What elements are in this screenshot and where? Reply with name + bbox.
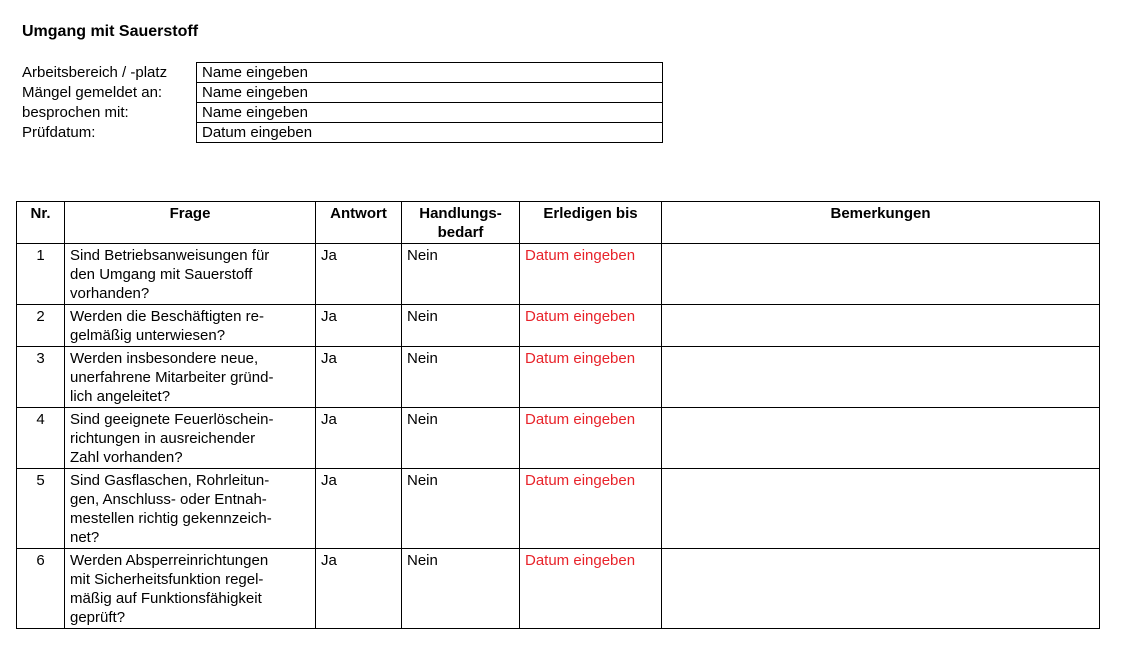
remarks-field[interactable] <box>662 408 1100 469</box>
table-header-row <box>17 202 1100 244</box>
answer-field[interactable]: Ja <box>316 408 402 469</box>
due-date-field[interactable]: Datum eingeben <box>520 347 662 408</box>
answer-field[interactable]: Ja <box>316 244 402 305</box>
header-frage: Frage <box>65 202 316 244</box>
question-line: den Umgang mit Sauerstoff <box>70 266 253 283</box>
header-erledigen: Erledigen bis <box>520 202 662 244</box>
row-question <box>65 408 316 469</box>
maengel-gemeldet-field[interactable]: Name eingeben <box>197 83 663 103</box>
header-antwort: Antwort <box>316 202 402 244</box>
due-date-field[interactable]: Datum eingeben <box>520 408 662 469</box>
question-line: Zahl vorhanden? <box>70 449 183 466</box>
header-bemerkungen: Bemerkungen <box>662 202 1100 244</box>
action-needed-field[interactable]: Nein <box>402 549 520 629</box>
header-handlungsbedarf-line1: Handlungs- <box>419 205 502 222</box>
remarks-field[interactable] <box>662 244 1100 305</box>
action-needed-field[interactable]: Nein <box>402 244 520 305</box>
meta-label-arbeitsbereich: Arbeitsbereich / -platz <box>22 64 168 81</box>
question-line: Werden insbesondere neue, <box>70 350 259 367</box>
remarks-field[interactable] <box>662 549 1100 629</box>
header-handlungsbedarf-line2: bedarf <box>437 224 484 241</box>
due-date-field[interactable]: Datum eingeben <box>520 305 662 347</box>
row-number: 6 <box>17 549 65 629</box>
row-number: 2 <box>17 305 65 347</box>
question-line: vorhanden? <box>70 285 150 302</box>
remarks-field[interactable] <box>662 469 1100 549</box>
meta-label-maengel: Mängel gemeldet an: <box>22 84 163 101</box>
due-date-field[interactable]: Datum eingeben <box>520 549 662 629</box>
meta-label-pruefdatum: Prüfdatum: <box>22 124 96 141</box>
row-question <box>65 549 316 629</box>
question-line: mäßig auf Funktionsfähigkeit <box>70 590 262 607</box>
due-date-field[interactable]: Datum eingeben <box>520 244 662 305</box>
answer-field[interactable]: Ja <box>316 347 402 408</box>
remarks-field[interactable] <box>662 305 1100 347</box>
table-row <box>17 469 1100 549</box>
row-question <box>65 469 316 549</box>
question-line: gelmäßig unterwiesen? <box>70 327 226 344</box>
row-number: 1 <box>17 244 65 305</box>
arbeitsbereich-field[interactable]: Name eingeben <box>197 63 663 83</box>
question-line: richtungen in ausreichender <box>70 430 256 447</box>
row-question <box>65 305 316 347</box>
table-row <box>17 549 1100 629</box>
table-row <box>17 244 1100 305</box>
question-line: Werden Absperreinrichtungen <box>70 552 269 569</box>
answer-field[interactable]: Ja <box>316 549 402 629</box>
action-needed-field[interactable]: Nein <box>402 305 520 347</box>
table-row <box>17 347 1100 408</box>
row-number: 3 <box>17 347 65 408</box>
meta-info-table <box>22 62 663 143</box>
table-row <box>17 408 1100 469</box>
action-needed-field[interactable]: Nein <box>402 469 520 549</box>
question-line: Sind Gasflaschen, Rohrleitun- <box>70 472 270 489</box>
question-line: gen, Anschluss- oder Entnah- <box>70 491 267 508</box>
table-row <box>17 305 1100 347</box>
row-question <box>65 347 316 408</box>
question-line: lich angeleitet? <box>70 388 171 405</box>
row-number: 5 <box>17 469 65 549</box>
question-line: Sind Betriebsanweisungen für <box>70 247 270 264</box>
pruefdatum-field[interactable]: Datum eingeben <box>197 123 663 143</box>
answer-field[interactable]: Ja <box>316 305 402 347</box>
header-handlungsbedarf <box>402 202 520 244</box>
answer-field[interactable]: Ja <box>316 469 402 549</box>
question-line: mit Sicherheitsfunktion regel- <box>70 571 264 588</box>
page-title: Umgang mit Sauerstoff <box>22 23 199 40</box>
remarks-field[interactable] <box>662 347 1100 408</box>
question-line: unerfahrene Mitarbeiter gründ- <box>70 369 274 386</box>
question-line: mestellen richtig gekennzeich- <box>70 510 272 527</box>
row-number: 4 <box>17 408 65 469</box>
row-question <box>65 244 316 305</box>
header-nr: Nr. <box>17 202 65 244</box>
question-line: Sind geeignete Feuerlöschein- <box>70 411 274 428</box>
checklist-table <box>16 201 1100 629</box>
action-needed-field[interactable]: Nein <box>402 408 520 469</box>
meta-label-besprochen: besprochen mit: <box>22 104 129 121</box>
action-needed-field[interactable]: Nein <box>402 347 520 408</box>
question-line: Werden die Beschäftigten re- <box>70 308 264 325</box>
due-date-field[interactable]: Datum eingeben <box>520 469 662 549</box>
question-line: net? <box>70 529 100 546</box>
question-line: geprüft? <box>70 609 126 626</box>
besprochen-mit-field[interactable]: Name eingeben <box>197 103 663 123</box>
